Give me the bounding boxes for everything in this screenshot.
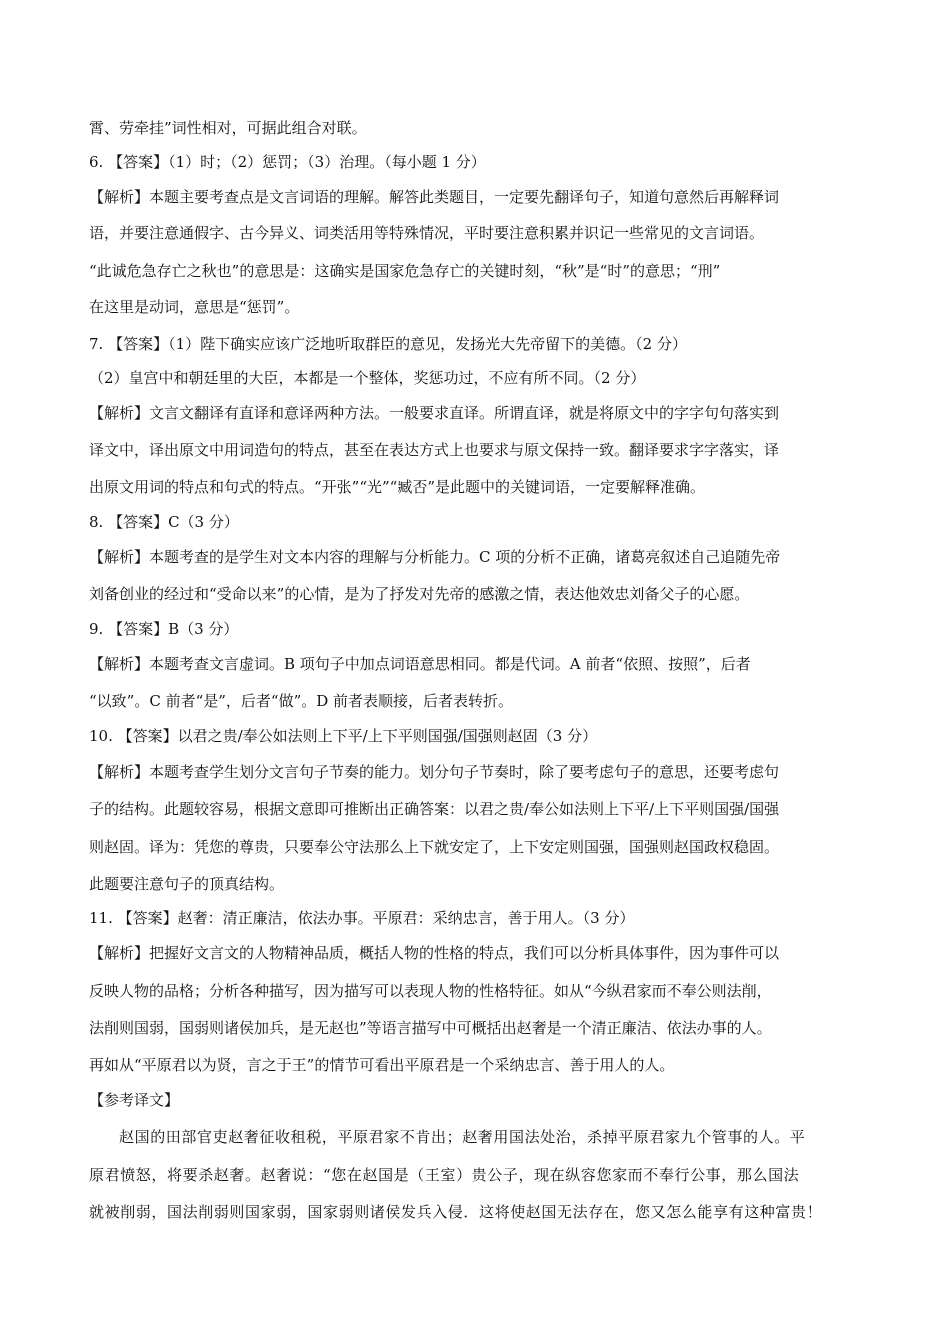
analysis-9-line-1: 【解析】本题考查文言虚词。B 项句子中加点词语意思相同。都是代词。A 前者“依照、按照”，后者 xyxy=(89,655,751,673)
reference-translation-heading: 【参考译文】 xyxy=(89,1091,180,1109)
analysis-11-line-3: 法削则国弱，国弱则诸侯加兵，是无赵也”等语言描写中可概括出赵奢是一个清正廉洁、依法办事的人。 xyxy=(89,1019,772,1037)
text-line-1: 霄、劳牵挂”词性相对，可据此组合对联。 xyxy=(89,119,367,137)
analysis-11-line-1: 【解析】把握好文言文的人物精神品质，概括人物的性格的特点，我们可以分析具体事件，因为事件可以 xyxy=(89,944,780,962)
answer-8: 8. 【答案】C（3 分） xyxy=(89,513,239,531)
analysis-6-line-1: 【解析】本题主要考查点是文言词语的理解。解答此类题目，一定要先翻译句子，知道句意然后再解释词 xyxy=(89,188,780,206)
analysis-6-line-2: 语，并要注意通假字、古今异义、词类活用等特殊情况，平时要注意积累并识记一些常见的文言词语。 xyxy=(89,224,765,242)
analysis-10-line-4: 此题要注意句子的顶真结构。 xyxy=(89,875,285,893)
analysis-8-line-2: 刘备创业的经过和“受命以来”的心情，是为了抒发对先帝的感激之情，表达他效忠刘备父子的心愿。 xyxy=(89,585,750,603)
answer-11: 11. 【答案】赵奢：清正廉洁，依法办事。平原君：采纳忠言，善于用人。（3 分） xyxy=(89,909,635,927)
analysis-10-line-3: 则赵固。译为：凭您的尊贵，只要奉公守法那么上下就安定了，上下安定则国强，国强则赵国政权稳固。 xyxy=(89,838,780,856)
analysis-10-line-2: 子的结构。此题较容易，根据文意即可推断出正确答案：以君之贵/奉公如法则上下平/上下平则国强/国强 xyxy=(89,800,780,818)
translation-line-1: 赵国的田部官吏赵奢征收租税，平原君家不肯出；赵奢用国法处治，杀掉平原君家九个管事的人。平 xyxy=(119,1128,806,1146)
analysis-7-line-3: 出原文用词的特点和句式的特点。“开张”“光”“臧否”是此题中的关键词语，一定要解释准确。 xyxy=(89,478,706,496)
analysis-7-line-1: 【解析】文言文翻译有直译和意译两种方法。一般要求直译。所谓直译，就是将原文中的字字句句落实到 xyxy=(89,404,780,422)
translation-line-3: 就被削弱，国法削弱则国家弱，国家弱则诸侯发兵入侵．这将使赵国无法存在，您又怎么能享有这种富贵！ xyxy=(89,1203,823,1221)
analysis-8-line-1: 【解析】本题考查的是学生对文本内容的理解与分析能力。C 项的分析不正确，诸葛亮叙述自己追随先帝 xyxy=(89,548,781,566)
answer-6: 6. 【答案】（1）时；（2）惩罚；（3）治理。（每小题 1 分） xyxy=(89,153,486,171)
analysis-9-line-2: “以致”。C 前者“是”，后者“做”。D 前者表顺接，后者表转折。 xyxy=(89,692,514,710)
answer-7-part-2: （2）皇宫中和朝廷里的大臣，本都是一个整体，奖惩功过，不应有所不同。（2 分） xyxy=(89,369,646,387)
answer-9: 9. 【答案】B（3 分） xyxy=(89,620,239,638)
translation-line-2: 原君愤怒，将要杀赵奢。赵奢说：“您在赵国是（王室）贵公子，现在纵容您家而不奉行公事，那么国法 xyxy=(89,1166,800,1184)
analysis-6-line-3: “此诚危急存亡之秋也”的意思是：这确实是国家危急存亡的关键时刻，“秋”是“时”的意思；“刑” xyxy=(89,262,721,280)
analysis-6-line-4: 在这里是动词，意思是“惩罚”。 xyxy=(89,298,300,316)
analysis-11-line-4: 再如从“平原君以为贤，言之于王”的情节可看出平原君是一个采纳忠言、善于用人的人。 xyxy=(89,1056,675,1074)
analysis-7-line-2: 译文中，译出原文中用词造句的特点，甚至在表达方式上也要求与原文保持一致。翻译要求字字落实，译 xyxy=(89,441,780,459)
answer-10: 10. 【答案】以君之贵/奉公如法则上下平/上下平则国强/国强则赵固（3 分） xyxy=(89,727,598,745)
analysis-11-line-2: 反映人物的品格；分析各种描写，因为描写可以表现人物的性格特征。如从“今纵君家而不奉公则法削， xyxy=(89,982,772,1000)
answer-7-part-1: 7. 【答案】（1）陛下确实应该广泛地听取群臣的意见，发扬光大先帝留下的美德。（2 分） xyxy=(89,335,687,353)
analysis-10-line-1: 【解析】本题考查学生划分文言句子节奏的能力。划分句子节奏时，除了要考虑句子的意思，还要考虑句 xyxy=(89,763,780,781)
